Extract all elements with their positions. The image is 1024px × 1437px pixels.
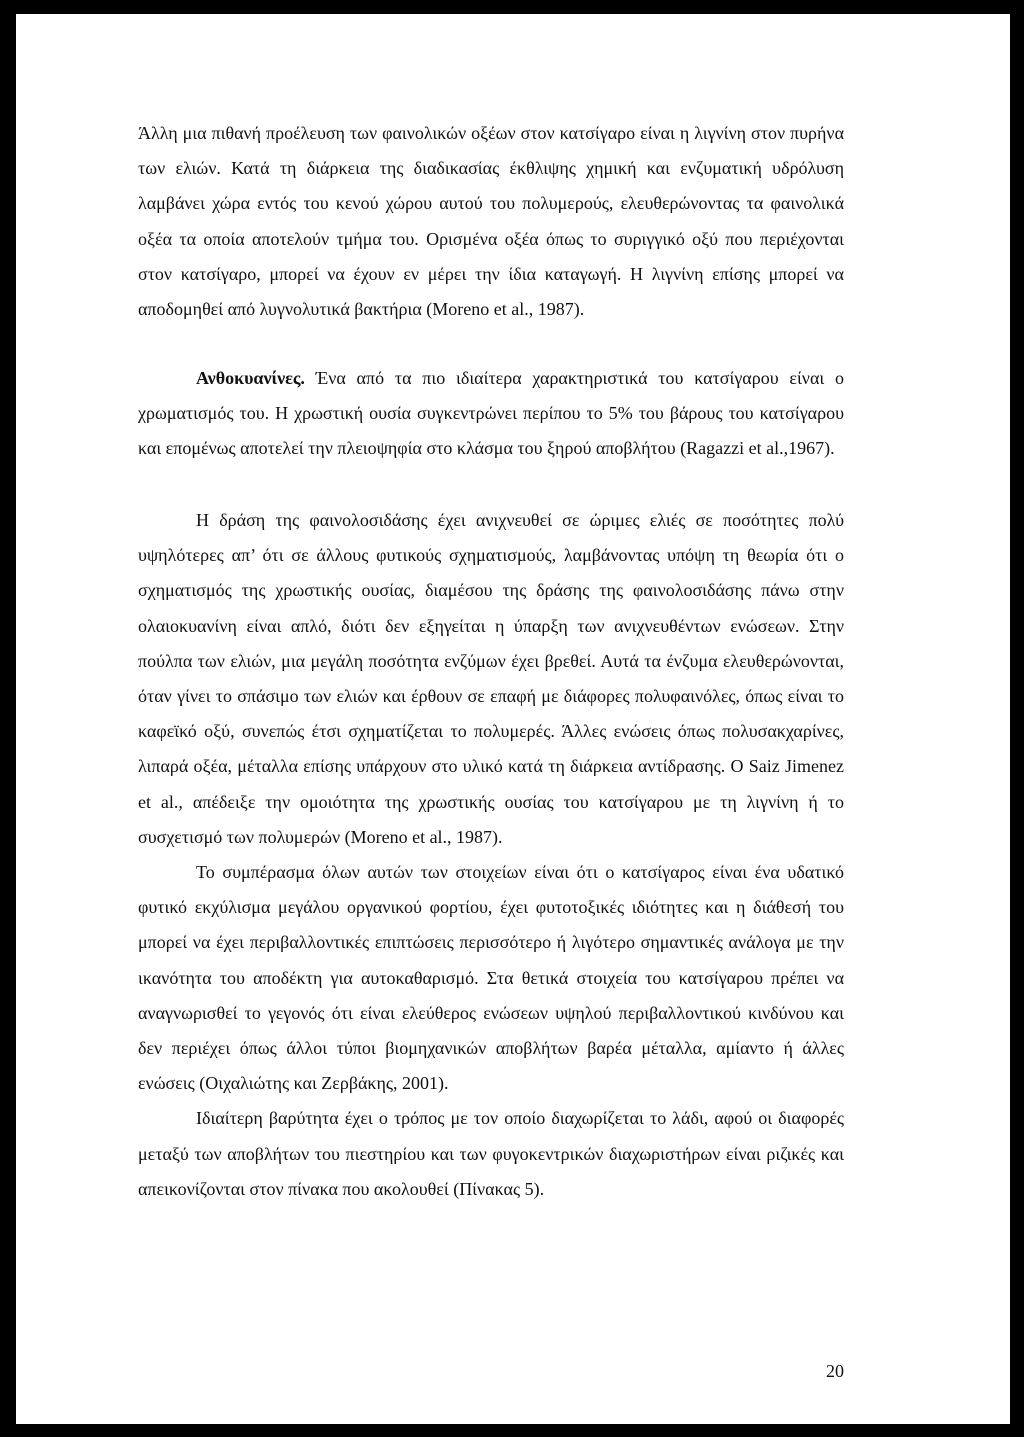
paragraph-anthocyanins-text: Ένα από τα πιο ιδιαίτερα χαρακτηριστικά του κατσίγαρου είναι ο χρωματισμός του. Η χρωστική ουσία συγκεντρώνει περίπου το 5% του βάρους του κατσίγαρου και επομένως αποτελεί την πλειοψηφία στο κλάσμα του ξηρού αποβλήτου (Ragazzi et al.,1967). <box>138 368 844 459</box>
paragraph-conclusion: Το συμπέρασμα όλων αυτών των στοιχείων είναι ότι ο κατσίγαρος είναι ένα υδατικό φυτικό εκχύλισμα μεγάλου οργανικού φορτίου, έχει φυτοτοξικές ιδιότητες και η διάθεσή του μπορεί να έχει περιβαλλοντικές επιπτώσεις περισσότερο ή λιγότερο σημαντικές ανάλογα με την ικανότητα του αποδέκτη για αυτοκαθαρισμό. Στα θετικά στοιχεία του κατσίγαρου πρέπει να αναγνωρισθεί το γεγονός ότι είναι ελεύθερος ενώσεων υψηλού περιβαλλοντικού κινδύνου και δεν περιέχει όπως άλλοι τύποι βιομηχανικών αποβλήτων βαρέα μέταλλα, αμίαντο ή άλλες ενώσεις (Οιχαλιώτης και Ζερβάκης, 2001). <box>138 862 844 1094</box>
paragraph-separation: Ιδιαίτερη βαρύτητα έχει ο τρόπος με τον οποίο διαχωρίζεται το λάδι, αφού οι διαφορές μεταξύ των αποβλήτων του πιεστηρίου και των φυγοκεντρικών διαχωριστήρων είναι ριζικές και απεικονίζονται στον πίνακα που ακολουθεί (Πίνακας 5). <box>138 1108 844 1199</box>
paragraph-anthocyanins <box>138 361 844 467</box>
text-block-anthocyanins <box>138 361 844 467</box>
text-block-top <box>138 116 844 327</box>
paragraph-phenoloxidase: Η δράση της φαινολοσιδάσης έχει ανιχνευθεί σε ώριμες ελιές σε ποσότητες πολύ υψηλότερες απ’ ότι σε άλλους φυτικούς σχηματισμούς, λαμβάνοντας υπόψη τη θεωρία ότι ο σχηματισμός της χρωστικής ουσίας, διαμέσου της δράσης της φαινολοσιδάσης πάνω στην ολαιοκυανίνη είναι απλό, διότι δεν εξηγείται η ύπαρξη των ανιχνευθέντων ενώσεων. Στην πούλπα των ελιών, μια μεγάλη ποσότητα ενζύμων έχει βρεθεί. Αυτά τα ένζυμα ελευθερώνονται, όταν γίνει το σπάσιμο των ελιών και έρθουν σε επαφή με διάφορες πολυφαινόλες, όπως είναι το καφεϊκό οξύ, συνεπώς έτσι σχηματίζεται το πολυμερές. Άλλες ενώσεις όπως πολυσακχαρίνες, λιπαρά οξέα, μέταλλα επίσης υπάρχουν στο υλικό κατά τη διάρκεια αντίδρασης. Ο Saiz Jimenez et al., απέδειξε την ομοιότητα της χρωστικής ουσίας του κατσίγαρου με τη λιγνίνη ή το συσχετισμό των πολυμερών (Moreno et al., 1987). <box>138 510 844 847</box>
paragraph-lignin-origin: Άλλη μια πιθανή προέλευση των φαινολικών οξέων στον κατσίγαρο είναι η λιγνίνη στον πυρήνα των ελιών. Κατά τη διάρκεια της διαδικασίας έκθλιψης χημική και ενζυματική υδρόλυση λαμβάνει χώρα εντός του κενού χώρου αυτού του πολυμερούς, ελευθερώνοντας τα φαινολικά οξέα τα οποία αποτελούν τμήμα του. Ορισμένα οξέα όπως το συριγγικό οξύ που περιέχονται στον κατσίγαρο, μπορεί να έχουν εν μέρει την ίδια καταγωγή. Η λιγνίνη επίσης μπορεί να αποδομηθεί από λυγνολυτικά βακτήρια (Moreno et al., 1987). <box>138 123 844 320</box>
paragraph-heading-anthocyanins: Ανθοκυανίνες. <box>196 368 305 388</box>
text-block-body <box>138 503 844 1207</box>
page-number: 20 <box>826 1361 844 1381</box>
